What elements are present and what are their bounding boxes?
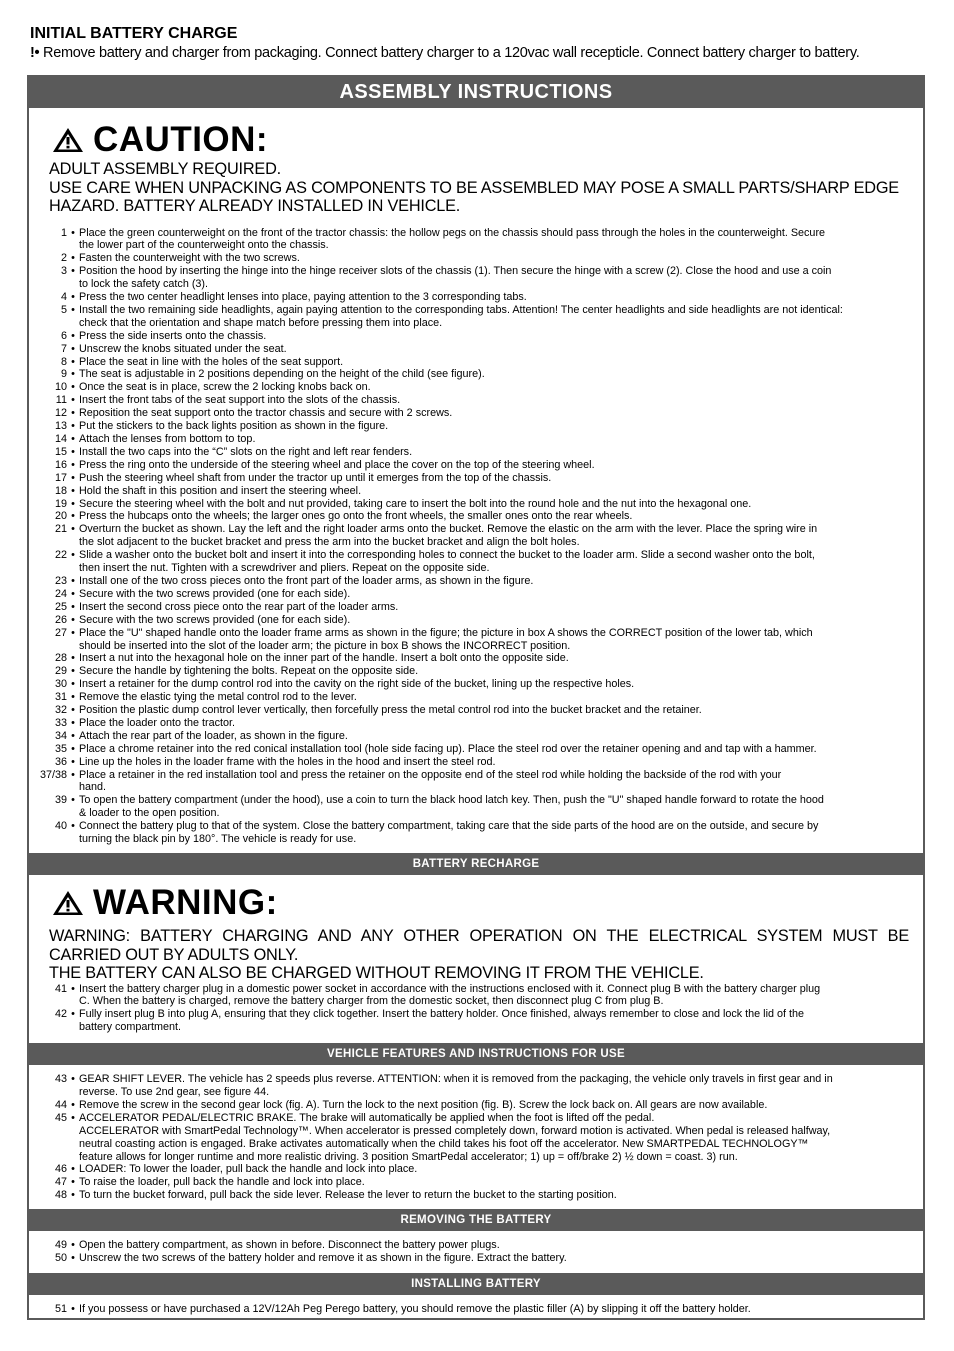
- step-item: [29, 472, 907, 485]
- step-item: [29, 983, 907, 1009]
- step-number: 8: [60, 355, 67, 368]
- features-steps-list: [29, 1073, 923, 1202]
- recharge-steps-list: [29, 983, 923, 1035]
- step-line: Place the loader onto the tractor.: [79, 716, 236, 729]
- step-text: [79, 304, 907, 330]
- step-number: 49: [54, 1239, 67, 1252]
- step-number: 34: [54, 729, 67, 742]
- step-text: [79, 614, 907, 627]
- step-item: [29, 227, 907, 253]
- step-number: 25: [54, 600, 67, 613]
- step-item: [29, 485, 907, 498]
- step-line: Secure with the two screws provided (one for each side).: [79, 587, 351, 600]
- step-line: Unscrew the knobs situated under the seat.: [79, 342, 287, 355]
- step-item: [29, 459, 907, 472]
- step-text: [79, 1176, 907, 1189]
- step-line: Reposition the seat support onto the tractor chassis and secure with 2 screws.: [79, 407, 453, 420]
- attention-marker: !•: [30, 45, 40, 61]
- step-line: Slide a washer onto the bucket bolt and insert it into the corresponding holes to connect the bucket to the loader arm. Slide a second washer onto the bolt,: [79, 549, 815, 562]
- step-line: Install one of the two cross pieces onto the front part of the loader arms, as shown in the figure.: [79, 574, 534, 587]
- step-line: Once the seat is in place, screw the 2 locking knobs back on.: [79, 381, 371, 394]
- initial-charge-body: Remove battery and charger from packaging. Connect battery charger to a 120vac wall recepticle. Connect battery charger to battery.: [39, 45, 860, 61]
- step-number: 1: [60, 226, 67, 239]
- step-line: Place a chrome retainer into the red conical installation tool (hole side facing up). Place the steel rod over the retainer opening and and tap with a hammer.: [79, 742, 817, 755]
- step-item: [29, 704, 907, 717]
- step-number: 36: [54, 755, 67, 768]
- step-item: [29, 1112, 907, 1164]
- initial-battery-charge: [30, 24, 930, 62]
- warning-triangle-icon: [51, 889, 85, 917]
- step-text: [79, 368, 907, 381]
- bullet: •: [71, 574, 75, 587]
- step-number: 44: [54, 1098, 67, 1111]
- step-text: [79, 472, 907, 485]
- bullet: •: [71, 982, 75, 995]
- step-text: [79, 730, 907, 743]
- step-line: should be inserted into the slot of the loader arm; the picture in box B shows the INCORRECT position.: [79, 639, 571, 652]
- caution-line-1: ADULT ASSEMBLY REQUIRED.: [49, 160, 281, 178]
- initial-charge-text: [30, 44, 930, 62]
- bullet: •: [71, 600, 75, 613]
- step-text: [79, 691, 907, 704]
- warning-line-1: WARNING: BATTERY CHARGING AND ANY OTHER OPERATION ON THE ELECTRICAL SYSTEM MUST BE CARRIED OUT BY ADULTS ONLY.: [49, 927, 909, 964]
- step-number: 19: [54, 497, 67, 510]
- step-item: [29, 304, 907, 330]
- assembly-instructions-bar: ASSEMBLY INSTRUCTIONS: [29, 77, 923, 108]
- step-number: 41: [54, 982, 67, 995]
- step-line: Attach the lenses from bottom to top.: [79, 433, 256, 445]
- step-item: [29, 717, 907, 730]
- step-number: 21: [54, 523, 67, 536]
- step-text: [79, 717, 907, 730]
- step-text: [79, 523, 907, 549]
- step-number: 50: [54, 1252, 67, 1265]
- step-text: [79, 1252, 907, 1265]
- step-number: 17: [54, 471, 67, 484]
- step-text: [79, 265, 907, 291]
- step-text: [79, 291, 907, 304]
- bullet: •: [71, 523, 75, 536]
- step-number: 4: [60, 291, 67, 304]
- step-text: [79, 446, 907, 459]
- bullet: •: [71, 484, 75, 497]
- step-line: C. When the battery is charged, remove the battery charger from the domestic socket, then disconnect plug C from plug B.: [79, 995, 664, 1008]
- step-text: [79, 1303, 907, 1316]
- bullet: •: [71, 252, 75, 265]
- step-line: Press the two center headlight lenses into place, paying attention to the 3 corresponding tabs.: [79, 291, 527, 304]
- step-text: [79, 743, 907, 756]
- bullet: •: [71, 729, 75, 742]
- step-line: Place the "U" shaped handle onto the loader frame arms as shown in the figure; the picture in box A shows the CORRECT position of the lower tab, which: [79, 626, 813, 639]
- step-item: [29, 627, 907, 653]
- step-item: [29, 394, 907, 407]
- step-line: If you possess or have purchased a 12V/12Ah Peg Perego battery, you should remove the plastic filler (A) by slipping it off the battery holder.: [79, 1303, 751, 1315]
- step-item: [29, 794, 907, 820]
- step-text: [79, 252, 907, 265]
- step-number: 20: [54, 510, 67, 523]
- step-item: [29, 614, 907, 627]
- step-line: Put the stickers to the back lights position as shown in the figure.: [79, 420, 389, 433]
- bullet: •: [71, 420, 75, 433]
- bullet: •: [71, 291, 75, 304]
- step-number: 43: [54, 1073, 67, 1086]
- step-number: 15: [54, 445, 67, 458]
- step-line: The seat is adjustable in 2 positions depending on the height of the child (see figure).: [79, 368, 485, 381]
- warning-notice: [49, 927, 909, 983]
- step-text: [79, 1008, 907, 1034]
- bullet: •: [71, 613, 75, 626]
- bullet: •: [71, 549, 75, 562]
- step-item: [29, 691, 907, 704]
- step-line: & loader to the open position.: [79, 807, 220, 820]
- bullet: •: [71, 381, 75, 394]
- step-number: 11: [55, 394, 67, 407]
- step-item: [29, 652, 907, 665]
- step-text: [79, 820, 907, 846]
- step-number: 7: [60, 342, 67, 355]
- step-item: [29, 678, 907, 691]
- step-text: [79, 510, 907, 523]
- initial-charge-title: INITIAL BATTERY CHARGE: [30, 25, 238, 42]
- step-text: [79, 794, 907, 820]
- step-number: 28: [54, 652, 67, 665]
- step-line: Press the ring onto the underside of the steering wheel and place the cover on the top of the steering wheel.: [79, 458, 595, 471]
- bullet: •: [71, 303, 75, 316]
- bullet: •: [71, 445, 75, 458]
- step-number: 5: [60, 303, 67, 316]
- step-number: 30: [54, 678, 67, 691]
- step-number: 32: [54, 704, 67, 717]
- step-number: 37/38: [39, 768, 67, 781]
- step-line: Install the two caps into the “C” slots on the right and left rear fenders.: [79, 445, 413, 458]
- step-item: [29, 1008, 907, 1034]
- step-number: 18: [54, 484, 67, 497]
- bullet: •: [71, 716, 75, 729]
- step-number: 6: [60, 329, 67, 342]
- battery-recharge-bar: BATTERY RECHARGE: [29, 853, 923, 875]
- step-line: check that the orientation and shape match before pressing them into place.: [79, 316, 443, 329]
- step-item: [29, 549, 907, 575]
- step-item: [29, 601, 907, 614]
- bullet: •: [71, 265, 75, 278]
- step-text: [79, 756, 907, 769]
- bullet: •: [71, 510, 75, 523]
- step-text: [79, 498, 907, 511]
- bullet: •: [71, 458, 75, 471]
- step-item: [29, 1252, 907, 1265]
- bullet: •: [71, 820, 75, 833]
- step-line: Secure with the two screws provided (one for each side).: [79, 613, 351, 626]
- step-text: [79, 1073, 907, 1099]
- step-item: [29, 356, 907, 369]
- bullet: •: [71, 226, 75, 239]
- step-line: Connect the battery plug to that of the system. Close the battery compartment, taking care that the side parts of the hood are on the outside, and secure by: [79, 820, 819, 833]
- step-line: Place a retainer in the red installation tool and press the retainer on the opposite end of the steel rod while holding the backside of the rod with your: [79, 768, 782, 781]
- bullet: •: [71, 497, 75, 510]
- removing-battery-bar: REMOVING THE BATTERY: [29, 1209, 923, 1231]
- step-line: LOADER: To lower the loader, pull back the handle and lock into place.: [79, 1163, 418, 1176]
- step-line: Place the green counterweight on the front of the tractor chassis: the hollow pegs on the chassis should pass through the holes in the counterweight. Secure: [79, 226, 826, 239]
- step-text: [79, 1163, 907, 1176]
- bullet: •: [71, 394, 75, 407]
- step-line: then insert the nut. Tighten with a screwdriver and pliers. Repeat on the opposite side.: [79, 562, 490, 575]
- step-item: [29, 820, 907, 846]
- step-text: [79, 1099, 907, 1112]
- step-item: [29, 1176, 907, 1189]
- bullet: •: [71, 329, 75, 342]
- step-item: [29, 330, 907, 343]
- step-line: Position the hood by inserting the hinge into the hinge receiver slots of the chassis (1). Then secure the hinge with a screw (2). Close the hood and use a coin: [79, 265, 832, 278]
- step-item: [29, 575, 907, 588]
- step-line: Attach the rear part of the loader, as shown in the figure.: [79, 729, 348, 742]
- step-item: [29, 433, 907, 446]
- bullet: •: [71, 678, 75, 691]
- bullet: •: [71, 1252, 75, 1265]
- step-line: Insert a nut into the hexagonal hole on the inner part of the handle. Insert a bolt onto the opposite side.: [79, 652, 569, 665]
- vehicle-features-bar: VEHICLE FEATURES AND INSTRUCTIONS FOR USE: [29, 1043, 923, 1065]
- step-text: [79, 343, 907, 356]
- step-item: [29, 252, 907, 265]
- step-text: [79, 227, 907, 253]
- removing-steps-list: [29, 1239, 923, 1265]
- step-number: 27: [54, 626, 67, 639]
- caution-line-2: USE CARE WHEN UNPACKING AS COMPONENTS TO BE ASSEMBLED MAY POSE A SMALL PARTS/SHARP EDGE HAZARD. BATTERY ALREADY INSTALLED IN VEHICLE.: [49, 178, 899, 215]
- step-number: 40: [54, 820, 67, 833]
- step-text: [79, 1189, 907, 1202]
- bullet: •: [71, 626, 75, 639]
- step-text: [79, 356, 907, 369]
- bullet: •: [71, 742, 75, 755]
- step-line: Place the seat in line with the holes of the seat support.: [79, 355, 344, 368]
- step-number: 33: [54, 716, 67, 729]
- bullet: •: [71, 587, 75, 600]
- step-text: [79, 1112, 907, 1164]
- step-line: GEAR SHIFT LEVER. The vehicle has 2 speeds plus reverse. ATTENTION: when it is removed from the packaging, the vehicle only travels in first gear and in: [79, 1073, 833, 1086]
- step-item: [29, 265, 907, 291]
- step-number: 23: [54, 574, 67, 587]
- bullet: •: [71, 368, 75, 381]
- step-number: 29: [54, 665, 67, 678]
- step-line: Secure the steering wheel with the bolt and nut provided, taking care to insert the bolt into the round hole and the nut into the hexagonal one.: [79, 497, 752, 510]
- bullet: •: [71, 1176, 75, 1189]
- warning-line-2: THE BATTERY CAN ALSO BE CHARGED WITHOUT REMOVING IT FROM THE VEHICLE.: [49, 964, 704, 982]
- bullet: •: [71, 652, 75, 665]
- step-text: [79, 678, 907, 691]
- step-line: ACCELERATOR PEDAL/ELECTRIC BRAKE. The brake will automatically be applied when the foot is lifted off the pedal.: [79, 1111, 655, 1124]
- step-number: 46: [54, 1163, 67, 1176]
- step-item: [29, 756, 907, 769]
- step-number: 47: [54, 1176, 67, 1189]
- step-line: Install the two remaining side headlights, again paying attention to the corresponding tabs. Attention! The center headlights and side headlights are not identical:: [79, 303, 843, 316]
- step-item: [29, 730, 907, 743]
- step-number: 35: [54, 742, 67, 755]
- step-item: [29, 1189, 907, 1202]
- step-item: [29, 446, 907, 459]
- caution-heading: [51, 120, 923, 160]
- step-number: 51: [54, 1303, 67, 1315]
- step-number: 14: [54, 433, 67, 445]
- step-item: [29, 1163, 907, 1176]
- step-line: To raise the loader, pull back the handle and lock into place.: [79, 1176, 365, 1189]
- bullet: •: [71, 355, 75, 368]
- step-item: [29, 407, 907, 420]
- step-number: 3: [60, 265, 67, 278]
- step-text: [79, 575, 907, 588]
- bullet: •: [71, 1189, 75, 1202]
- step-item: [29, 343, 907, 356]
- bullet: •: [71, 794, 75, 807]
- step-text: [79, 459, 907, 472]
- step-number: 13: [54, 420, 67, 433]
- bullet: •: [71, 1073, 75, 1086]
- step-line: Remove the screw in the second gear lock (fig. A). Turn the lock to the next position (fig. B). Screw the lock back on. All gears are now available.: [79, 1098, 768, 1111]
- step-line: turning the black pin by 180°. The vehicle is ready for use.: [79, 833, 357, 846]
- step-number: 31: [54, 691, 67, 704]
- step-text: [79, 601, 907, 614]
- step-line: Push the steering wheel shaft from under the tractor up until it emerges from the top of the chassis.: [79, 471, 552, 484]
- step-line: battery compartment.: [79, 1021, 182, 1034]
- step-item: [29, 498, 907, 511]
- installing-battery-bar: INSTALLING BATTERY: [29, 1273, 923, 1295]
- step-line: Insert the front tabs of the seat support into the slots of the chassis.: [79, 394, 401, 407]
- bullet: •: [71, 1111, 75, 1124]
- step-item: [29, 510, 907, 523]
- step-number: 48: [54, 1189, 67, 1202]
- assembly-steps-list: [29, 227, 923, 847]
- step-number: 2: [60, 252, 67, 265]
- step-item: [29, 1303, 907, 1316]
- step-line: feature allows for longer runtime and more realistic driving. 3 position SmartPedal accelerator; 1) up = off/brake 2) ½ down = coast. 3) run.: [79, 1150, 738, 1163]
- step-text: [79, 407, 907, 420]
- step-number: 39: [54, 794, 67, 807]
- step-item: [29, 1239, 907, 1252]
- step-item: [29, 665, 907, 678]
- step-text: [79, 420, 907, 433]
- bullet: •: [71, 768, 75, 781]
- step-line: Insert the second cross piece onto the rear part of the loader arms.: [79, 600, 399, 613]
- step-text: [79, 485, 907, 498]
- step-line: Open the battery compartment, as shown in before. Disconnect the battery power plugs.: [79, 1239, 500, 1252]
- step-line: Press the hubcaps onto the wheels; the larger ones go onto the front wheels, the smaller ones onto the rear wheels.: [79, 510, 633, 523]
- step-text: [79, 769, 907, 795]
- step-line: Insert a retainer for the dump control rod into the cavity on the right side of the bucket, lining up the respective holes.: [79, 678, 635, 691]
- step-text: [79, 433, 907, 446]
- step-line: Overturn the bucket as shown. Lay the left and the right loader arms onto the bucket. Remove the elastic on the arm with the lever. Place the spring wire in: [79, 523, 818, 536]
- step-item: [29, 1099, 907, 1112]
- step-line: the lower part of the counterweight onto the chassis.: [79, 239, 329, 252]
- step-number: 45: [54, 1111, 67, 1124]
- step-text: [79, 588, 907, 601]
- step-text: [79, 330, 907, 343]
- warning-title: WARNING:: [93, 883, 278, 922]
- bullet: •: [71, 1098, 75, 1111]
- bullet: •: [71, 665, 75, 678]
- bullet: •: [71, 755, 75, 768]
- step-number: 9: [60, 368, 67, 381]
- step-item: [29, 769, 907, 795]
- bullet: •: [71, 471, 75, 484]
- step-item: [29, 420, 907, 433]
- step-text: [79, 549, 907, 575]
- step-number: 22: [54, 549, 67, 562]
- step-text: [79, 1239, 907, 1252]
- step-text: [79, 665, 907, 678]
- bullet: •: [71, 1303, 75, 1315]
- step-number: 10: [54, 381, 67, 394]
- step-line: Line up the holes in the loader frame with the holes in the hood and insert the steel rod.: [79, 755, 496, 768]
- caution-warning-triangle-icon: [51, 126, 85, 154]
- step-number: 26: [54, 613, 67, 626]
- step-text: [79, 983, 907, 1009]
- bullet: •: [71, 691, 75, 704]
- installing-steps-list: [29, 1303, 923, 1316]
- bullet: •: [71, 407, 75, 420]
- step-number: 42: [54, 1008, 67, 1021]
- assembly-frame: [27, 75, 925, 1320]
- step-text: [79, 381, 907, 394]
- step-number: 16: [54, 458, 67, 471]
- step-text: [79, 394, 907, 407]
- bullet: •: [71, 342, 75, 355]
- bullet: •: [71, 433, 75, 445]
- step-item: [29, 588, 907, 601]
- step-line: Secure the handle by tightening the bolts. Repeat on the opposite side.: [79, 665, 419, 678]
- bullet: •: [71, 1008, 75, 1021]
- step-text: [79, 652, 907, 665]
- step-line: Insert the battery charger plug in a domestic power socket in accordance with the instructions enclosed with it. Connect plug B with the battery charger plug: [79, 982, 821, 995]
- step-line: Press the side inserts onto the chassis.: [79, 329, 267, 342]
- step-item: [29, 368, 907, 381]
- step-line: reverse. To use 2nd gear, see figure 44.: [79, 1086, 270, 1099]
- step-line: the slot adjacent to the bucket bracket and press the arm into the bucket bracket and align the bolt holes.: [79, 536, 580, 549]
- step-line: Fully insert plug B into plug A, ensuring that they click together. Insert the battery holder. Once finished, always remember to close and lock the lid of the: [79, 1008, 804, 1021]
- step-line: To turn the bucket forward, pull back the side lever. Release the lever to return the bucket to the starting position.: [79, 1189, 617, 1202]
- step-line: Hold the shaft in this position and insert the steering wheel.: [79, 484, 362, 497]
- step-line: to lock the safety catch (3).: [79, 278, 209, 291]
- step-item: [29, 743, 907, 756]
- step-item: [29, 291, 907, 304]
- step-text: [79, 704, 907, 717]
- step-line: Fasten the counterweight with the two screws.: [79, 252, 300, 265]
- step-item: [29, 1073, 907, 1099]
- warning-heading: [51, 882, 923, 924]
- step-line: ACCELERATOR with SmartPedal Technology™. When accelerator is pressed completely down, forward motion is activated. When pedal is released halfway,: [79, 1124, 831, 1137]
- step-item: [29, 523, 907, 549]
- step-line: Remove the elastic tying the metal control rod to the lever.: [79, 691, 357, 704]
- step-number: 24: [54, 587, 67, 600]
- bullet: •: [71, 1163, 75, 1176]
- caution-title: CAUTION:: [93, 120, 269, 159]
- step-text: [79, 627, 907, 653]
- bullet: •: [71, 704, 75, 717]
- bullet: •: [71, 1239, 75, 1252]
- step-line: Unscrew the two screws of the battery holder and remove it as shown in the figure. Extract the battery.: [79, 1252, 567, 1265]
- step-item: [29, 381, 907, 394]
- step-number: 12: [54, 407, 67, 420]
- caution-notice: [49, 160, 909, 216]
- step-line: Position the plastic dump control lever vertically, then forcefully press the metal control rod into the bucket bracket and the retainer.: [79, 704, 702, 717]
- step-line: hand.: [79, 781, 107, 794]
- step-line: neutral coasting action is engaged. Brake activates automatically when the child takes his foot off the accelerator. New SMARTPEDAL TECHNOLOGY™: [79, 1137, 809, 1150]
- step-line: To open the battery compartment (under the hood), use a coin to turn the black hood latch key. Then, push the "U" shaped handle forward to rotate the hood: [79, 794, 824, 807]
